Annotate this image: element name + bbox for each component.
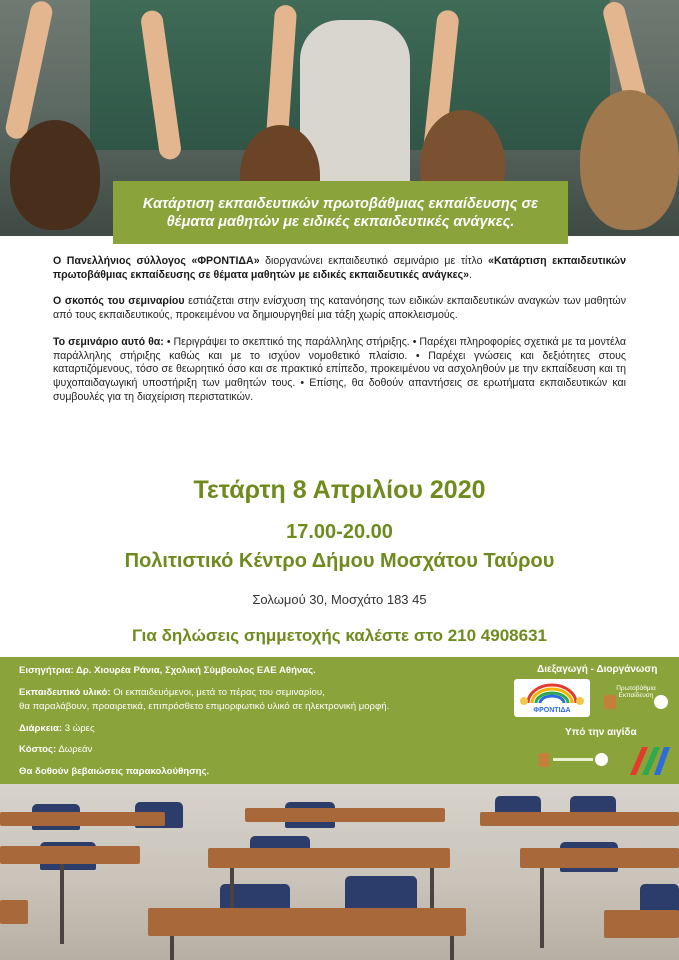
municipality-logo-icon <box>628 745 672 777</box>
desk-leg <box>540 868 544 948</box>
duration-line <box>19 723 95 734</box>
speaker-line <box>19 665 316 676</box>
duration-value: 3 ώρες <box>62 723 95 734</box>
classroom-desk <box>0 812 165 826</box>
event-time: 17.00-20.00 <box>286 521 393 543</box>
classroom-chair <box>345 876 417 910</box>
material-line <box>19 687 325 698</box>
desk-leg <box>430 868 434 908</box>
classroom-desk <box>0 846 140 864</box>
seminar-title: Κατάρτιση εκπαιδευτικών πρωτοβάθμιας εκπαίδευσης σε θέματα μαθητών με ειδικές εκπαιδευτικές ανάγκες. <box>142 195 539 230</box>
material-label: Εκπαιδευτικό υλικό: <box>19 687 111 698</box>
title-banner <box>113 181 568 244</box>
info-band <box>0 657 679 784</box>
auspices-title: Υπό την αιγίδα <box>565 727 637 738</box>
desk-leg <box>450 936 454 960</box>
classroom-desk <box>245 808 445 822</box>
desk-leg <box>60 864 64 944</box>
seminar-title-quoted: «Κατάρτιση εκπαιδευτικών πρωτοβάθμιας εκπαίδευσης σε θέματα μαθητών με ειδικές εκπαιδευτικές ανάγκες» <box>53 255 626 281</box>
cost-line <box>19 744 92 755</box>
material-value: Οι εκπαιδευόμενοι, μετά το πέρας του σεμιναρίου, <box>110 687 325 698</box>
organizer-title: Διεξαγωγή - Διοργάνωση <box>537 664 658 675</box>
classroom-desk <box>208 848 450 868</box>
book-icon <box>539 753 549 767</box>
goals-label: Το σεμινάριο αυτό θα: <box>53 335 164 348</box>
classroom-desk <box>0 900 28 924</box>
desk-leg <box>230 868 234 908</box>
certificate-line <box>19 766 209 777</box>
purpose-text: εστιάζεται στην ενίσχυση της κατανόησης των ειδικών εκπαιδευτικών αναγκών των μαθητών από τους εκπαιδευτικούς, προκειμένου να δημιουργηθεί μια τάξη χωρίς αποκλεισμούς. <box>53 295 626 322</box>
primary-education-text: Πρωτοβάθμια Εκπαίδευση <box>616 685 656 699</box>
hero-student-head <box>580 90 679 230</box>
classroom-desk <box>480 812 679 826</box>
desk-leg <box>170 936 174 960</box>
goals-text: • Περιγράψει το σκεπτικό της παράλληλης στήριξης. • Παρέχει πληροφορίες σχετικά με τα μοντέλα παράλληλης στήριξης καθώς και με το ισχύον νομοθετικό πλαίσιο. • Παρέχει γνώσεις και δεξιότητες στους καταρτιζόμενους, τόσο σε θεωρητικό όσο και σε πρακτικό επίπεδο, προκειμένου να ασχοληθούν με την εκπαίδευση και τη ψυχοπαιδαγωγική υποστήριξη των μαθητών τους. • Επίσης, θα δοθούν απαντήσεις σε ερωτήματα εκπαιδευτικών και συμβουλές για τη διαχείριση περιστατικών. <box>53 335 627 403</box>
hero-raised-arm <box>4 0 55 141</box>
event-date: Τετάρτη 8 Απριλίου 2020 <box>193 476 486 504</box>
intro-text: διοργανώνει εκπαιδευτικό σεμινάριο με τίτλο <box>259 255 489 267</box>
classroom-desk <box>520 848 679 868</box>
speaker-value: Δρ. Χιουρέα Ράνια, Σχολική Σύμβουλος ΕΑΕ Αθήνας. <box>73 665 316 676</box>
registration-phone: Για δηλώσεις σημμετοχής καλέστε στο 210 4908631 <box>132 626 547 645</box>
frontida-logo-text: ΦΡΟΝΤΙΔΑ <box>533 707 571 714</box>
purpose-label: Ο σκοπός του σεμιναρίου <box>53 295 185 308</box>
purpose-paragraph <box>53 295 626 322</box>
intro-paragraph <box>53 255 626 282</box>
seal-icon <box>595 753 608 766</box>
certificate-text: Θα δοθούν βεβαιώσεις παρακολούθησης. <box>19 766 210 777</box>
duration-label: Διάρκεια: <box>19 723 63 734</box>
event-venue: Πολιτιστικό Κέντρο Δήμου Μοσχάτου Ταύρου <box>124 550 555 572</box>
classroom-desk <box>604 910 679 938</box>
event-address: Σολωμού 30, Μοσχάτο 183 45 <box>252 592 427 607</box>
auspices-logo-small <box>537 750 609 770</box>
material-line-2: θα παραλάβουν, προαιρετικά, επιπρόσθετο επιμορφωτικό υλικό σε ηλεκτρονική μορφή. <box>19 701 390 712</box>
intro-period: . <box>469 268 472 281</box>
organizer-name: Ο Πανελλήνιος σύλλογος «ΦΡΟΝΤΙΔΑ» <box>53 255 260 267</box>
goals-paragraph <box>53 336 626 405</box>
classroom-photo <box>0 784 679 960</box>
speaker-label: Εισηγήτρια: <box>19 665 74 676</box>
cost-value: Δωρεάν <box>56 744 93 755</box>
book-icon <box>604 695 616 709</box>
cost-label: Κόστος: <box>19 744 57 755</box>
classroom-desk <box>148 908 466 936</box>
seminar-description <box>53 255 626 417</box>
seal-icon <box>654 695 668 709</box>
frontida-logo <box>514 679 590 717</box>
primary-education-logo <box>598 685 674 711</box>
hero-student-head <box>10 120 100 230</box>
logo-text-bar <box>553 758 593 761</box>
